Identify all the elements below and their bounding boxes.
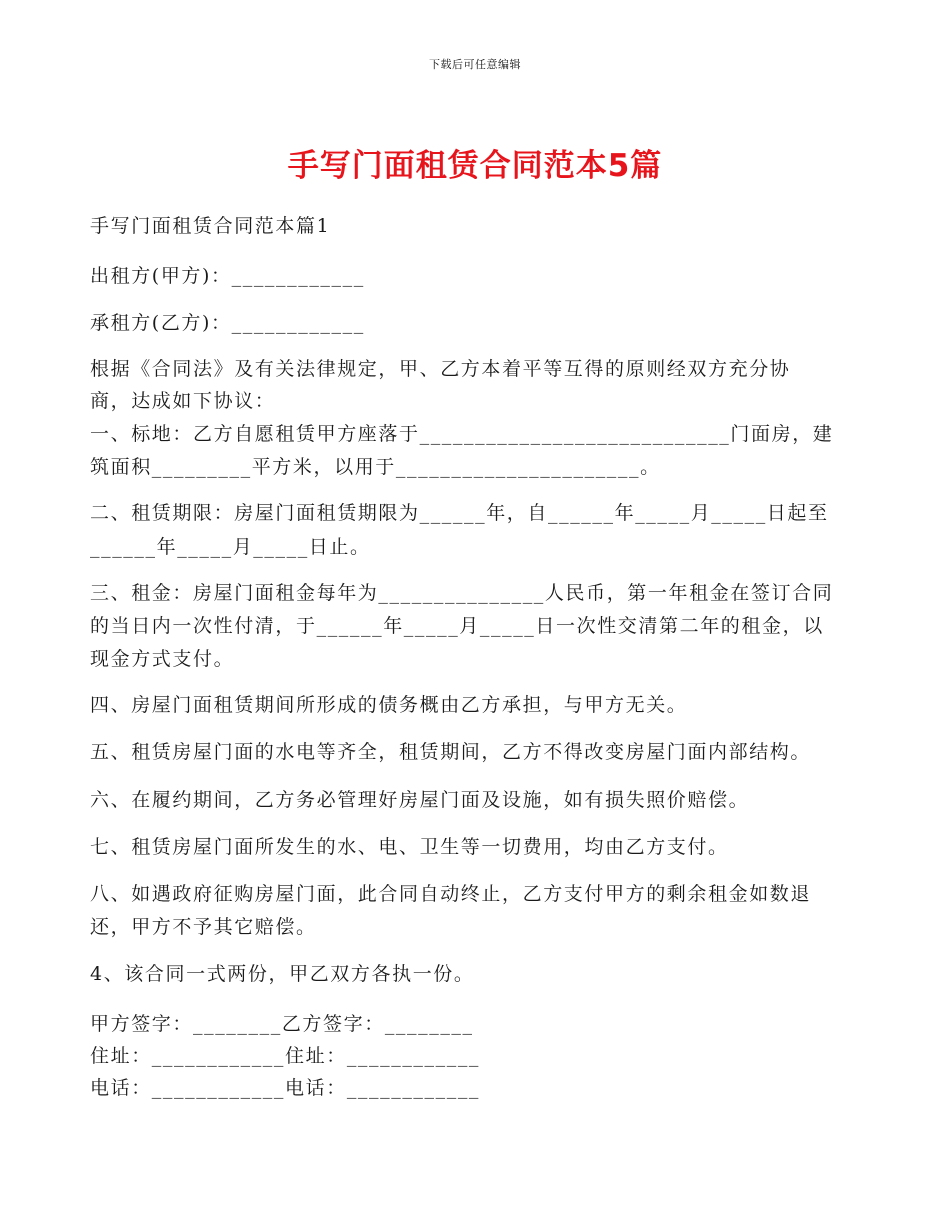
party-b-signature: 乙方签字：________ xyxy=(281,1013,474,1035)
clause-8-line-1: 八、如遇政府征购房屋门面，此合同自动终止，乙方支付甲方的剩余租金如数退 xyxy=(90,883,812,905)
clause-1-line-2: 筑面积_________平方米，以用于______________________。 xyxy=(90,456,661,478)
clause-2-line-1: 二、租赁期限：房屋门面租赁期限为______年，自______年_____月_____日起至 xyxy=(90,502,829,524)
party-b-phone: 电话：____________ xyxy=(285,1077,481,1099)
phone-row xyxy=(90,1077,480,1099)
party-b-address: 住址：____________ xyxy=(285,1045,481,1067)
preamble-line-2: 商，达成如下协议： xyxy=(90,390,276,412)
party-a-phone: 电话：____________ xyxy=(90,1077,286,1099)
address-row xyxy=(90,1045,480,1067)
clause-3-line-2: 的当日内一次性付清，于______年_____月_____日一次性交清第二年的租金，以 xyxy=(90,615,824,637)
clause-7: 七、租赁房屋门面所发生的水、电、卫生等一切费用，均由乙方支付。 xyxy=(90,836,729,858)
party-a-address: 住址：____________ xyxy=(90,1045,286,1067)
lessor-line: 出租方(甲方)：____________ xyxy=(90,265,365,287)
clause-6: 六、在履约期间，乙方务必管理好房屋门面及设施，如有损失照价赔偿。 xyxy=(90,789,750,811)
lessee-line: 承租方(乙方)：____________ xyxy=(90,312,365,334)
preamble-line-1: 根据《合同法》及有关法律规定，甲、乙方本着平等互得的原则经双方充分协 xyxy=(90,358,791,380)
party-a-signature: 甲方签字：________ xyxy=(90,1013,282,1035)
clause-2-line-2: ______年_____月_____日止。 xyxy=(90,536,371,558)
clause-8-line-2: 还，甲方不予其它赔偿。 xyxy=(90,916,317,938)
clause-3-line-3: 现金方式支付。 xyxy=(90,648,235,670)
clause-3-line-1: 三、租金：房屋门面租金每年为_______________人民币，第一年租金在签订合同 xyxy=(90,582,834,604)
clause-5: 五、租赁房屋门面的水电等齐全，租赁期间，乙方不得改变房屋门面内部结构。 xyxy=(90,741,812,763)
clause-1-line-1: 一、标地：乙方自愿租赁甲方座落于____________________________门面房，建 xyxy=(90,423,834,445)
section-heading: 手写门面租赁合同范本篇1 xyxy=(90,215,331,237)
signature-row xyxy=(90,1013,474,1035)
copies-clause: 4、该合同一式两份，甲乙双方各执一份。 xyxy=(90,963,475,985)
page-header: 下载后可任意编辑 xyxy=(429,58,521,71)
document-title: 手写门面租赁合同范本5篇 xyxy=(287,148,663,184)
clause-4: 四、房屋门面租赁期间所形成的债务概由乙方承担，与甲方无关。 xyxy=(90,694,688,716)
